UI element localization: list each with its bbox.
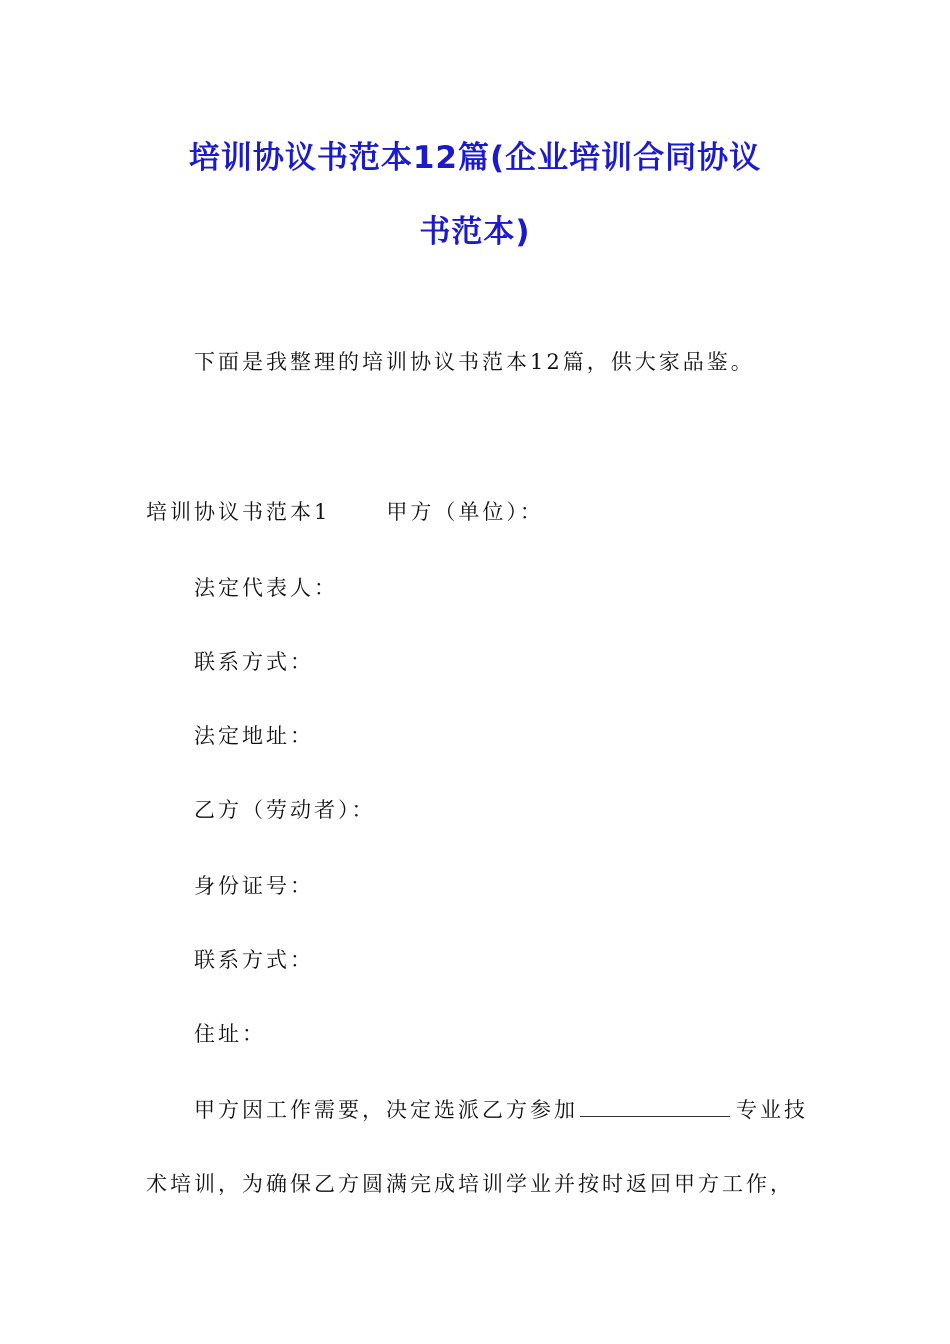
- field-address: 住址：: [194, 1022, 266, 1046]
- section-heading-line: [146, 496, 544, 526]
- field-contact-a: 联系方式：: [194, 650, 314, 674]
- body-text-after-blank: 专业技: [736, 1098, 808, 1122]
- fill-in-blank: [580, 1096, 730, 1117]
- body-text-before-blank: 甲方因工作需要，决定选派乙方参加: [194, 1098, 578, 1122]
- intro-paragraph: 下面是我整理的培训协议书范本12篇，供大家品鉴。: [194, 350, 755, 374]
- party-a-label: 甲方（单位）：: [386, 500, 544, 524]
- body-paragraph-line1: [194, 1094, 808, 1124]
- body-paragraph-line2: 术培训，为确保乙方圆满完成培训学业并按时返回甲方工作，: [146, 1172, 794, 1196]
- field-id-number: 身份证号：: [194, 874, 314, 898]
- field-party-b: 乙方（劳动者）：: [194, 798, 376, 822]
- section-heading: 培训协议书范本1: [146, 500, 331, 524]
- document-title-line2: 书范本): [419, 214, 531, 250]
- field-legal-address: 法定地址：: [194, 724, 314, 748]
- document-title-line1: 培训协议书范本12篇(企业培训合同协议: [188, 140, 762, 176]
- field-legal-representative: 法定代表人：: [194, 576, 338, 600]
- field-contact-b: 联系方式：: [194, 948, 314, 972]
